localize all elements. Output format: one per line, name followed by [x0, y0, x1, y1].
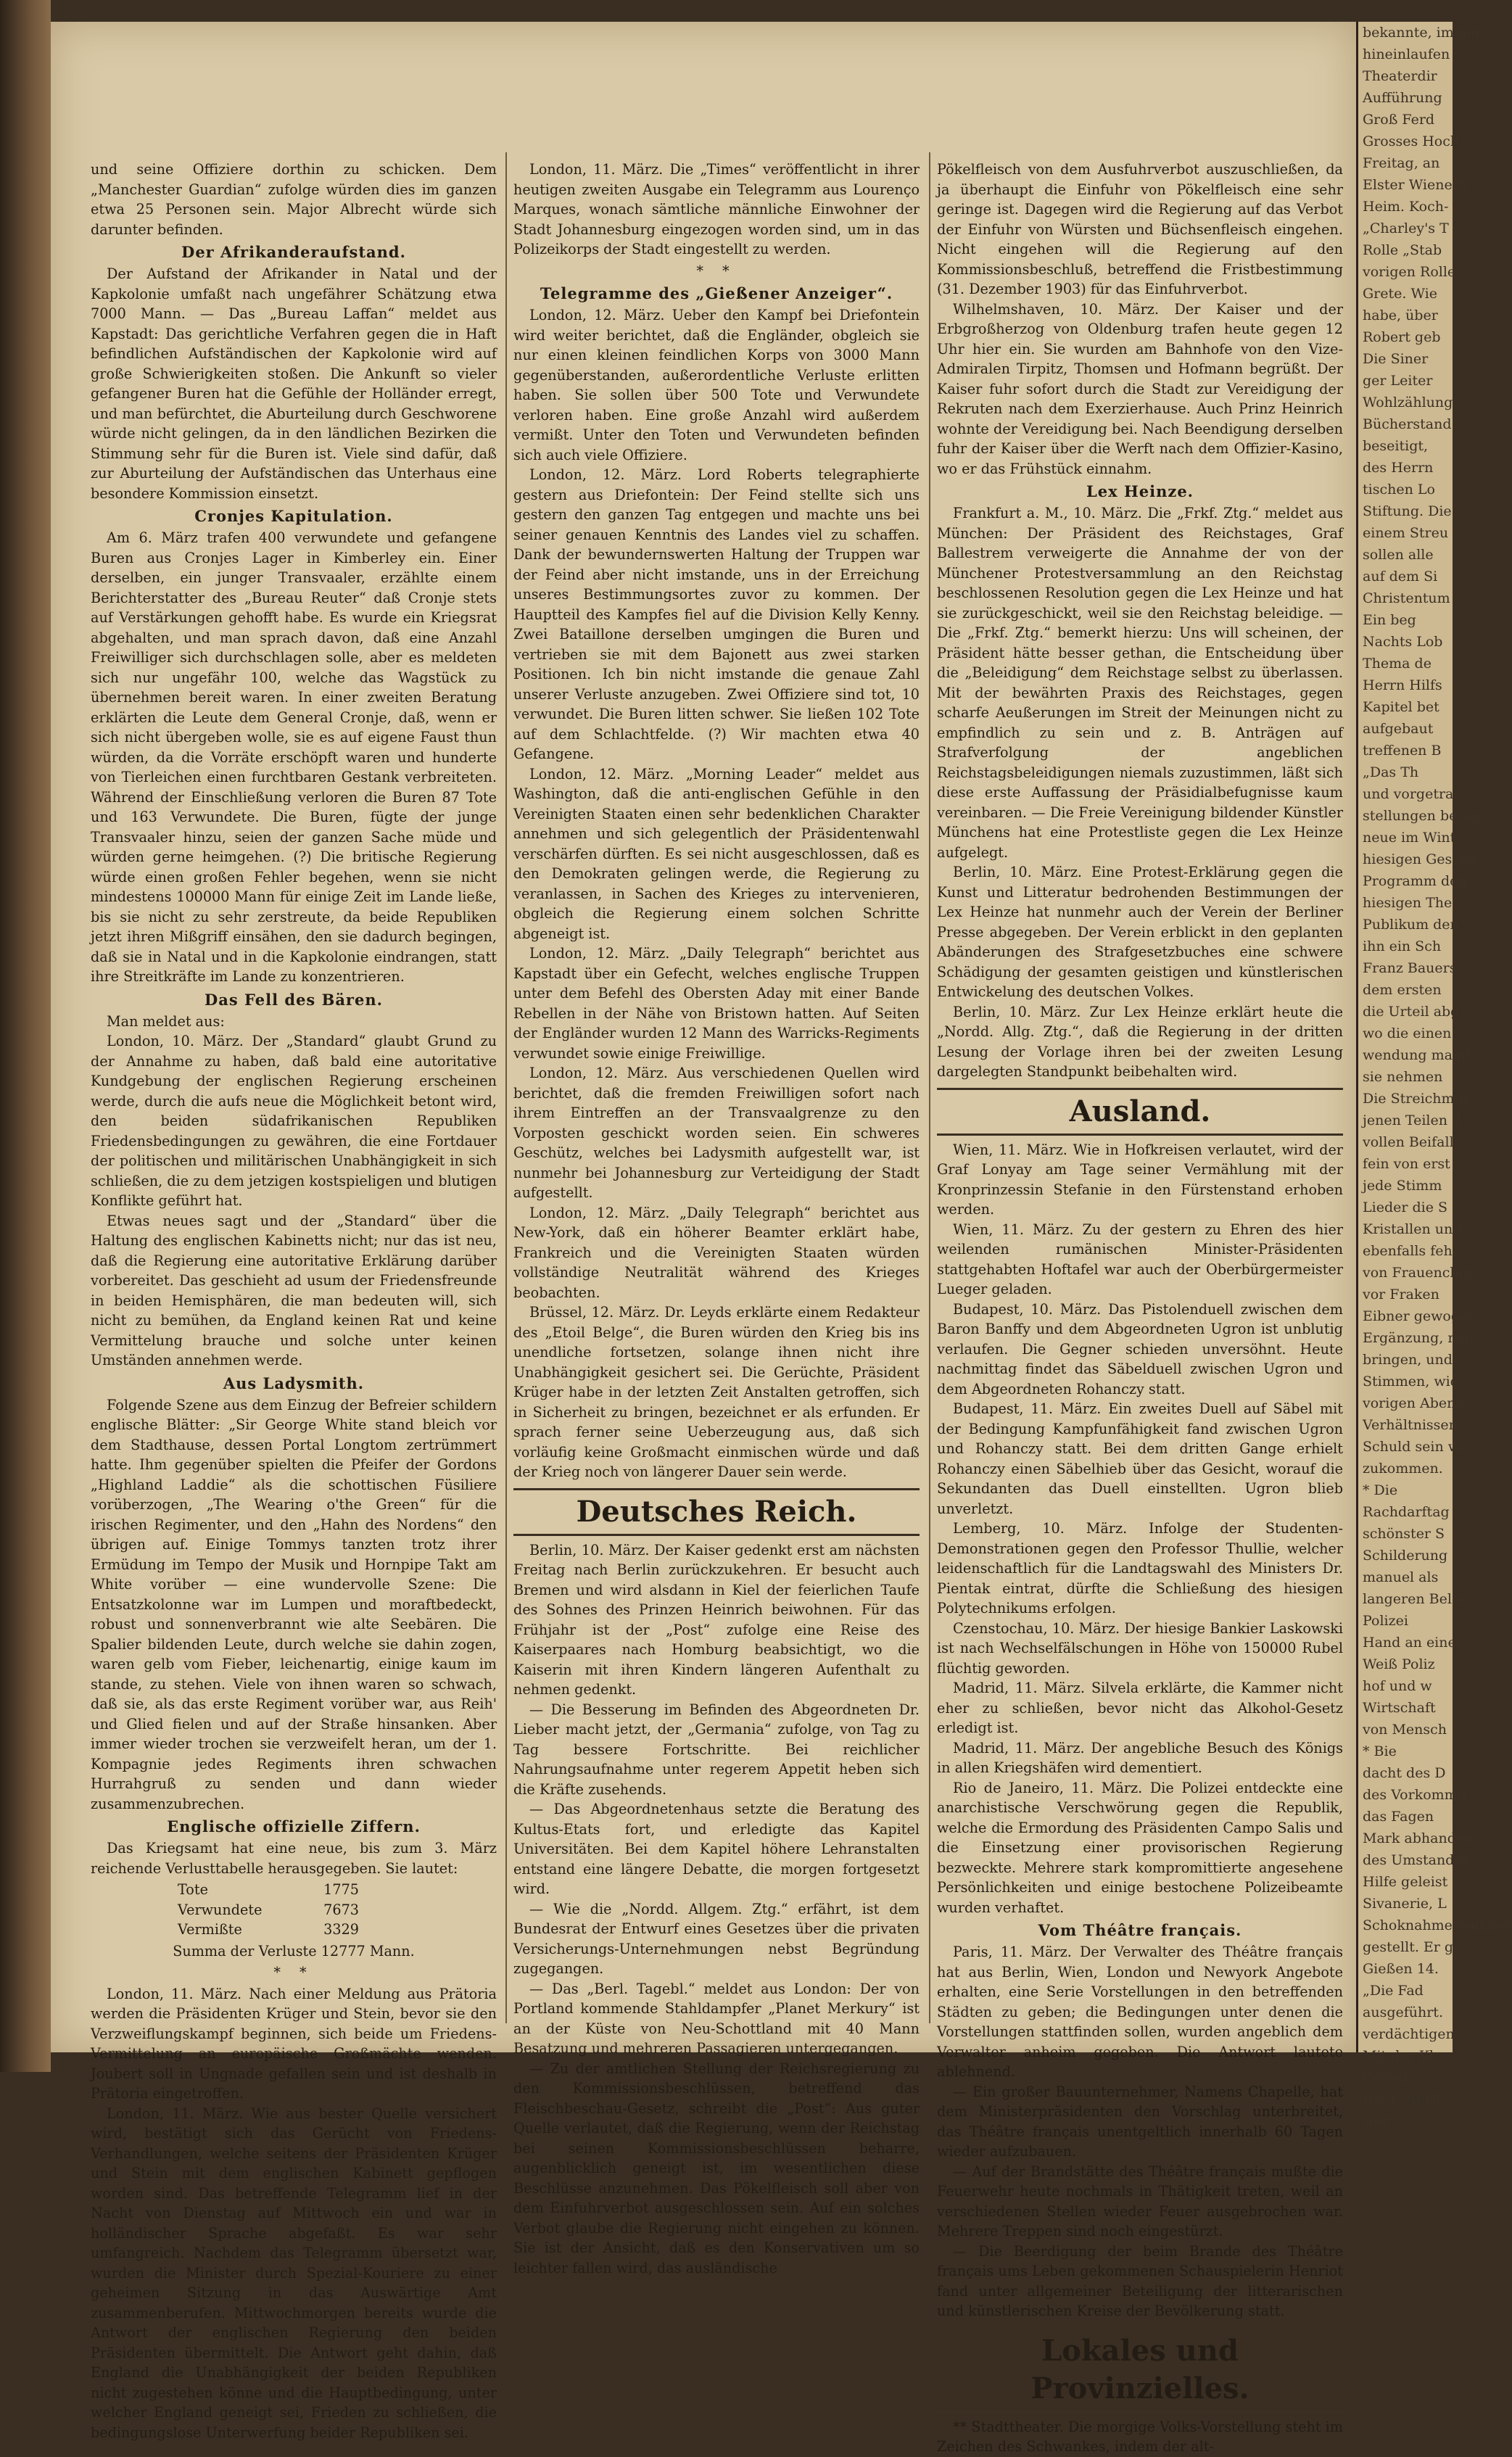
adjacent-page-line: dacht des D [1363, 1765, 1446, 1781]
article-paragraph: — Die Besserung im Befinden des Abgeordneten Dr. Lieber macht jetzt, der „Germania“ zufolge, von Tag zu Tag bessere Fortschritte. Bei reichlicher Nahrungsaufnahme unter regerem Appetit heben sich die Kräfte zusehends. [513, 1701, 920, 1798]
article-paragraph: London, 11. März. Wie aus bester Quelle versichert wird, bestätigt sich das Gerücht von Friedens-Verhandlungen, welche seitens der Präsidenten Krüger und Stein mit dem englischen Kabinett gepflogen worden sind. Das betreffende Telegramm lief in der Nacht von Dienstag auf Mittwoch ein und war in holländischer Sprache abgefaßt. Es war sehr umfangreich. Nachdem das Telegramm übersetzt war, wurden die Minister durch Spezial-Kouriere zu einer geheimen Sitzung in das Auswärtige Amt zusammenberufen. Mittwochmorgen bereits wurde die Antwort der englischen Regierung den beiden Präsidenten übermittelt. Die Antwort geht dahin, daß England die Unabhängigkeit der beiden Republiken nicht zugestehen könne und die Hauptbedingung, unter welcher England geneigt sei, Frieden zu schließen, die bedingungslose Unterwerfung beider Republiken sei. [91, 2105, 497, 2441]
loss-value: 3329 [323, 1921, 359, 1938]
adjacent-page-line: von Mensch [1363, 1722, 1447, 1738]
column-1 [91, 160, 497, 2441]
adjacent-page-line: Lieder die S [1363, 1199, 1448, 1215]
article-paragraph: — Zu der amtlichen Stellung der Reichsregierung zu den Kommissionsbeschlüssen, betreffend das Fleischbeschau-Gesetz, schreibt die „Post“: Aus guter Quelle verlautet, daß die Regierung, wenn der Reichstag bei seinen Kommissionsbeschlüssen beharre, augenblicklich geneigt ist, im wesentlichen diese Beschlüsse anzunehmen. Das Pökelfleisch soll aber von dem Einfuhrverbot ausgeschlossen sein. Auf ein solches Verbot glaube die Regierung nicht eingehen zu können. Sie ist der Ansicht, daß es den Konservativen um so leichter fallen wird, das ausländische [513, 2060, 920, 2276]
adjacent-page-line: Programm den [1363, 873, 1467, 889]
adjacent-page-line: Wohlzählung [1363, 395, 1453, 410]
adjacent-page-line: jede Stimm [1363, 1178, 1442, 1194]
section-heading-afrikanderaufstand: Der Afrikanderaufstand. [181, 243, 406, 261]
adjacent-page-line: des Herrn [1363, 460, 1434, 476]
article-paragraph: Rio de Janeiro, 11. März. Die Polizei entdeckte eine anarchistische Verschwörung gegen die Republik, welche die Ermordung des Präsidenten Campo Salis und die Einsetzung einer provisorischen Regierung bezweckte. Mehrere stark kompromittierte angesehene Persönlichkeiten und einige bestochene Polizeibeamte wurden verhaftet. [937, 1779, 1343, 1916]
adjacent-page-line: das Fagen [1363, 1809, 1434, 1825]
adjacent-page-line: Grosses Hoch [1363, 133, 1460, 149]
article-paragraph: Wien, 11. März. Wie in Hofkreisen verlautet, wird der Graf Lonyay am Tage seiner Vermählung mit der Kronprinzessin Stefanie in den Fürstenstand erhoben werden. [937, 1141, 1343, 1218]
adjacent-page-line: einem Streu [1363, 525, 1449, 541]
loss-value: 1775 [323, 1881, 359, 1898]
loss-value: 7673 [323, 1901, 359, 1918]
adjacent-page-line: Verhältnissen [1363, 1417, 1458, 1433]
article-paragraph: und seine Offiziere dorthin zu schicken. Dem „Manchester Guardian“ zufolge würden dies im ganzen etwa 25 Personen sein. Major Albrecht würde sich darunter befinden. [91, 161, 497, 238]
adjacent-page-line: Weiß Poliz [1363, 1656, 1435, 1672]
adjacent-page-line: Gießen 14. [1363, 1961, 1439, 1977]
adjacent-page-line: hof und w [1363, 1678, 1432, 1694]
article-paragraph: — Wie die „Nordd. Allgem. Ztg.“ erfährt, ist dem Bundesrat der Entwurf eines Gesetzes über die privaten Versicherungs-Unternehmungen nebst Begründung zugegangen. [513, 1900, 920, 1977]
column-2 [513, 160, 920, 2276]
adjacent-page-line: fein von erst [1363, 1156, 1450, 1172]
adjacent-page-line: Kapitel bet [1363, 699, 1439, 715]
article-paragraph: — Auf der Brandstätte des Théâtre français mußte die Feuerwehr heute nochmals in Thätigkeit treten, weil an verschiedenen Stellen wieder Feuer ausgebrochen war. Mehrere Treppen sind noch eingestürzt. [937, 2163, 1343, 2239]
adjacent-page-line: die Urteil abg [1363, 1004, 1460, 1020]
adjacent-page-line: Rachdarftag [1363, 1504, 1450, 1520]
adjacent-page-line: Elster Wienerb [1363, 177, 1468, 193]
loss-label: Tote [178, 1881, 208, 1898]
adjacent-page-line: ger Leiter [1363, 373, 1433, 389]
article-paragraph: Wilhelmshaven, 10. März. Der Kaiser und der Erbgroßherzog von Oldenburg trafen heute gegen 12 Uhr hier ein. Sie wurden am Bahnhofe von den Vize-Admiralen Tirpitz, Thomsen und Hofmann begrüßt. Der Kaiser fuhr sofort durch die Stadt zur Vereidigung der Rekruten nach dem Exerzierhause. Auch Prinz Heinrich wohnte der Vereidigung bei. Nach Beendigung derselben fuhr der Kaiser über die Werft nach dem Offizier-Kasino, wo er das Frühstück einnahm. [937, 300, 1343, 477]
loss-row [178, 1880, 359, 1900]
article-paragraph: Madrid, 11. März. Der angebliche Besuch des Königs in allen Kriegshäfen wird dementiert. [937, 1739, 1343, 1776]
article-paragraph: — Das Abgeordnetenhaus setzte die Beratung des Kultus-Etats fort, und erledigte das Kapitel Universitäten. Bei dem Kapitel höhere Lehranstalten entstand eine längere Debatte, die morgen fortgesetzt wird. [513, 1801, 920, 1897]
adjacent-page-line: Kristallen und [1363, 1221, 1462, 1237]
adjacent-page-line: * Die [1363, 1482, 1398, 1498]
adjacent-page-line: Stiftung. Die [1363, 503, 1452, 519]
adjacent-page-line: Wirtschaft [1363, 1700, 1436, 1716]
section-title-lokales: Lokales und Provinzielles. [937, 2327, 1343, 2413]
section-heading-englische-ziffern: Englische offizielle Ziffern. [167, 1817, 421, 1835]
article-paragraph: Man meldet aus: [107, 1012, 225, 1030]
adjacent-page-line: langeren Beleu [1363, 1591, 1469, 1607]
adjacent-page-line: stellungen bereit [1363, 808, 1482, 824]
adjacent-page-line: Robert geb [1363, 329, 1441, 345]
adjacent-page-line: zukommen. [1363, 1461, 1443, 1477]
article-paragraph: Pökelfleisch von dem Ausfuhrverbot auszuschließen, da ja überhaupt die Einfuhr von Pökelfleisch eine sehr geringe ist. Dagegen wird die Regierung auf das Verbot der Einfuhr von Würsten und Büchsenfleisch eingehen. Nicht eingehen will die Regierung auf den Kommissionsbeschluß, betreffend die Fristbestimmung (31. Dezember 1903) für das Einfuhrverbot. [937, 161, 1343, 297]
section-heading-ladysmith: Aus Ladysmith. [223, 1374, 365, 1392]
loss-row [178, 1920, 359, 1940]
adjacent-page-line: sie nehmen [1363, 1069, 1443, 1085]
section-title-deutsches-reich: Deutsches Reich. [513, 1488, 920, 1536]
adjacent-page-line: Freitag, an [1363, 155, 1440, 171]
article-paragraph: Das Kriegsamt hat eine neue, bis zum 3. März reichende Verlusttabelle herausgegeben. Sie lautet: [91, 1840, 497, 1877]
section-heading-fell-des-baeren: Das Fell des Bären. [205, 990, 383, 1009]
article-paragraph: Folgende Szene aus dem Einzug der Befreier schildern englische Blätter: „Sir George White stand bleich vor dem Stadthause, dessen Portal Longtom zertrümmert hatte. Ihm gegenüber spielten die Pfeifer der Gordons „Highland Laddie“ als die schottischen Füsiliere vorüberzogen, „The Wearing o'the Green“ für die irischen Regimenter, und den „Hahn des Nordens“ den übrigen auf. Einige Tommys tanzten trotz ihrer Ermüdung im Tempo der Musik und Hornpipe Takt am White vorüber — eine wundervolle Szene: Die Entsatzkolonne war im Lumpen und moraftbedeckt, robust und sonnenverbrannt wie alte Seebären. Die Spalier bildenden Leute, durch welche sie dahin zogen, waren gelb vom Fieber, leichenartig, einige kaum im stande, zu stehen. Viele von ihnen waren so schwach, daß sie, als das erste Regiment vorüber war, aus Reih' und Glied fielen und auf der Straße hinsanken. Aber immer wieder trochen sie verzweifelt heran, um der 1. Kompagnie jedes Regiments ihren schwachen Hurrahgruß zu senden und dann wieder zusammenzubrechen. [91, 1396, 497, 1812]
adjacent-page-line: „Charley's T [1363, 220, 1449, 236]
adjacent-page-line: neue im Wint [1363, 830, 1456, 846]
article-paragraph: ** Stadttheater. Die morgige Volks-Vorstellung steht im Zeichen des Schwankes, indem der alt- [937, 2418, 1343, 2455]
adjacent-page-line: sollen alle [1363, 547, 1434, 563]
article-paragraph: Berlin, 10. März. Zur Lex Heinze erklärt heute die „Nordd. Allg. Ztg.“, daß die Regierung in der dritten Lesung der Vorlage ihren bei der zweiten Lesung dargelegten Standpunkt beibehalten wird. [937, 1003, 1343, 1080]
adjacent-page-line: Mit der Kl [1363, 2048, 1434, 2064]
adjacent-page-line: bringen, und [1363, 1352, 1453, 1368]
adjacent-page-line: Aufführung [1363, 90, 1442, 106]
adjacent-page-line: treffenen B [1363, 743, 1442, 759]
adjacent-page-line: ihn ein Sch [1363, 938, 1442, 954]
adjacent-page-line: Herrn Hilfs [1363, 677, 1442, 693]
adjacent-page-line: Heim. Koch- [1363, 199, 1449, 215]
separator-stars: * * [696, 262, 737, 279]
adjacent-page-line: Mark abhanden [1363, 1830, 1474, 1846]
adjacent-page-line: gestellt. Er g [1363, 1939, 1454, 1955]
separator-stars: * * [273, 1964, 314, 1981]
adjacent-page-line: Grete. Wie [1363, 286, 1437, 302]
section-heading-cronjes-kapitulation: Cronjes Kapitulation. [194, 507, 393, 525]
adjacent-page-line: jenen Teilen d [1363, 1112, 1461, 1128]
adjacent-page-line: wo die einen [1363, 1025, 1452, 1041]
article-paragraph: Budapest, 11. März. Ein zweites Duell auf Säbel mit der Bedingung Kampfunfähigkeit fand zwischen Ugron und Rohanczy statt. Bei dem dritten Gange erhielt Rohanczy einen Säbelhieb über das Gesicht, worauf die Sekundanten das Duell einstellten. Ugron blieb unverletzt. [937, 1400, 1343, 1517]
adjacent-page-line: aufgebaut [1363, 721, 1434, 737]
adjacent-page-line: ebenfalls fehr [1363, 1243, 1459, 1259]
article-paragraph: — Die Beerdigung der beim Brande des Théâtre français ums Leben gekommenen Schauspielerin Henriot fand unter allgemeiner Beteiligung der litterarischen und künstlerischen Kreise der Bevölkerung statt. [937, 2242, 1343, 2319]
article-paragraph: London, 12. März. „Daily Telegraph“ berichtet aus New-York, daß ein höherer Beamter erklärt habe, Frankreich und die Vereinigten Staaten würden vollständige Neutralität während des Krieges beobachten. [513, 1204, 920, 1301]
adjacent-page-line: Ergänzung, mel [1363, 1330, 1474, 1346]
adjacent-page-line: vor Fraken [1363, 1287, 1439, 1302]
article-paragraph: London, 10. März. Der „Standard“ glaubt Grund zu der Annahme zu haben, daß bald eine autoritative Kundgebung der englischen Regierung erscheinen werde, durch die aufs neue die Möglichkeit betont wird, den beiden südafrikanischen Republiken Friedensbedingungen zu gewähren, die eine Fortdauer der politischen und militärischen Unabhängigkeit in sich schließen, die zu dem jetzigen kostspieligen und blutigen Konflikte geführt hat. [91, 1033, 497, 1209]
adjacent-page-line: Stimmen, wie [1363, 1374, 1458, 1389]
adjacent-page-line: und vorgetra [1363, 786, 1454, 802]
section-heading-theatre-francais: Vom Théâtre français. [1038, 1921, 1242, 1939]
article-paragraph: Wien, 11. März. Zu der gestern zu Ehren des hier weilenden rumänischen Minister-Präsidenten stattgehabten Hoftafel war auch der Oberbürgermeister Lueger geladen. [937, 1221, 1343, 1297]
adjacent-page-line: Die Siner [1363, 351, 1429, 367]
adjacent-page-line: Christentum [1363, 590, 1450, 606]
adjacent-page-line: bekannte, immer [1363, 25, 1482, 41]
adjacent-page-line: tischen Lo [1363, 482, 1435, 497]
adjacent-page-line: des Vorkommn [1363, 1787, 1466, 1803]
article-paragraph: London, 12. März. „Morning Leader“ meldet aus Washington, daß die anti-englischen Gefühle in den Vereinigten Staaten einen sehr bedenklichen Charakter annehmen und sich gelegentlich der Präsidentenwahl verschärfen dürften. Es sei nicht ausgeschlossen, daß es den Demokraten gelingen werde, die Regierung zu veranlassen, in Sachen des Krieges zu intervenieren, obgleich die Regierung einem solchen Schritte abgeneigt ist. [513, 765, 920, 942]
adjacent-page-line: Schoknahmefondsbol [1363, 1917, 1512, 1933]
section-heading-lex-heinze: Lex Heinze. [1086, 482, 1194, 500]
article-paragraph: Madrid, 11. März. Silvela erklärte, die Kammer nicht eher zu schließen, bevor nicht das Alkohol-Gesetz erledigt ist. [937, 1680, 1343, 1736]
loss-label: Verwundete [178, 1901, 263, 1918]
article-paragraph: London, 11. März. Die „Times“ veröffentlicht in ihrer heutigen zweiten Ausgabe ein Telegramm aus Lourenço Marques, wonach sämtliche männliche Einwohner der Stadt Johannesburg eingezogen worden sind, um in das Polizeikorps der Stadt eingestellt zu werden. [513, 161, 920, 257]
article-paragraph: Lemberg, 10. März. Infolge der Studenten-Demonstrationen gegen den Professor Thullie, welcher leidenschaftlich für die Landtagswahl des Ministers Dr. Pientak eintrat, dürfte die Schließung des hiesigen Polytechnikums erfolgen. [937, 1520, 1343, 1616]
section-title-ausland: Ausland. [937, 1088, 1343, 1136]
adjacent-page-line: auf dem Si [1363, 569, 1438, 585]
adjacent-page-line: habe, über [1363, 307, 1438, 323]
adjacent-page-line: ausgeführt. [1363, 2004, 1443, 2020]
adjacent-page-line: schönster S [1363, 1526, 1445, 1542]
section-heading-telegramme: Telegramme des „Gießener Anzeiger“. [540, 284, 893, 302]
article-paragraph: Czenstochau, 10. März. Der hiesige Bankier Laskowski ist nach Wechselfälschungen in Höhe von 150000 Rubel flüchtig geworden. [937, 1619, 1343, 1677]
adjacent-page-line: verdächtigen [1363, 2026, 1455, 2042]
loss-sum: Summa der Verluste 12777 Mann. [173, 1942, 415, 1960]
article-paragraph: Der Aufstand der Afrikander in Natal und der Kapkolonie umfaßt nach ungefährer Schätzung etwa 7000 Mann. — Das „Bureau Laffan“ meldet aus Kapstadt: Das gerichtliche Verfahren gegen die in Haft befindlichen Aufständischen der Kapkolonie wird auf große Schwierigkeiten stoßen. Die Ankunft so vieler gefangener Buren hat die Gefühle der Holländer erregt, und man befürchtet, die Aburteilung durch Geschworene würde nicht gelingen, da in den ländlichen Bezirken die Stimmung sehr für die Buren ist. Viele sind dafür, daß zur Aburteilung der Aufständischen das Unterhaus eine besondere Kommission einsetzt. [91, 265, 497, 502]
loss-table [178, 1880, 497, 1940]
adjacent-page-line: hiesigen Gescha [1363, 851, 1477, 867]
adjacent-page-line: hineinlaufen [1363, 46, 1450, 62]
adjacent-page-line: Groß Ferd [1363, 112, 1435, 128]
adjacent-page-line: dem ersten [1363, 982, 1442, 998]
adjacent-page-line: Eibner gewogen [1363, 1308, 1477, 1324]
adjacent-page-line: Publikum den [1363, 917, 1459, 933]
adjacent-page-line: Theaterdir [1363, 68, 1437, 84]
article-paragraph: Am 6. März trafen 400 verwundete und gefangene Buren aus Cronjes Lager in Kimberley ein. Einer derselben, ein junger Transvaaler, erzählte einem Berichterstatter des „Bureau Reuter“ daß Cronje stets auf Verstärkungen gehofft habe. Es wurde ein Kriegsrat abgehalten, und man sprach davon, daß eine Anzahl Freiwilliger sich durchschlagen solle, aber es meldeten sich nur ungefähr 100, welche das Wagstück zu übernehmen bereit waren. In einer zweiten Beratung erklärten die Leute dem General Cronje, daß, wenn er sich nicht übergeben wolle, sie es auf eigene Faust thun würden, da die Vorräte erschöpft waren und hunderte von Tierleichen einen furchtbaren Gestank verbreiteten. Während der Einschließung verloren die Buren 87 Tote und 163 Verwundete. Die Buren, fügte der junge Transvaaler hinzu, seien der ganzen Sache müde und würden gerne heimgehen. (?) Die britische Regierung würde einen großen Fehler begehen, wenn sie nicht mindestens 100000 Mann für einige Zeit im Lande ließe, bis sie nicht zu sehr zerstreute, da beide Republiken jetzt ihren Mißgriff einsähen, den sie dadurch begingen, daß sie in Natal und in die Kapkolonie eindrangen, statt ihre Streitkräfte im Lande zu konzentrieren. [91, 529, 497, 985]
adjacent-page-line: Hand an einer [1363, 1635, 1463, 1651]
article-paragraph: — Das „Berl. Tagebl.“ meldet aus London: Der von Portland kommende Stahldampfer „Planet Merkury“ ist an der Küste von Neu-Schottland mit 40 Mann Besatzung und mehreren Passagieren untergegangen. [513, 1980, 920, 2057]
adjacent-page-line: vorigen Rolle [1363, 264, 1456, 280]
column-3 [937, 160, 1343, 2455]
adjacent-page-line: „Das Th [1363, 764, 1419, 780]
adjacent-page-line: vollen Beifall [1363, 1134, 1454, 1150]
adjacent-page-line: Bis 1. April [1363, 2091, 1441, 2107]
adjacent-page-line: von Frauenchor [1363, 1265, 1474, 1281]
article-paragraph: Berlin, 10. März. Der Kaiser gedenkt erst am nächsten Freitag nach Berlin zurückzukehren. Er besucht auch Bremen und wird alsdann in Kiel der feierlichen Taufe des Sohnes des Prinzen Heinrich beiwohnen. Für das Frühjahr ist der „Post“ zufolge eine Reise des Kaiserpaares nach Homburg beabsichtigt, wo die Kaiserin mit ihren Kindern längeren Aufenthalt zu nehmen gedenkt. [513, 1541, 920, 1698]
article-paragraph: Budapest, 10. März. Das Pistolenduell zwischen dem Baron Banffy und dem Abgeordneten Ugron ist unblutig verlaufen. Die Gegner schieden unversöhnt. Heute nachmittag findet das Säbelduell zwischen Ugron und dem Abgeordneten Rohanczy statt. [937, 1300, 1343, 1397]
adjacent-page-line: Thema de [1363, 656, 1432, 672]
adjacent-page-line: Nachts Lob [1363, 634, 1443, 650]
article-paragraph: Brüssel, 12. März. Dr. Leyds erklärte einem Redakteur des „Etoil Belge“, die Buren würden den Krieg bis ins unendliche fortsetzen, solange ihnen nicht ihre Unabhängigkeit gesichert sei. Die Gerüchte, Präsident Krüger habe in der letzten Zeit Anstalten getroffen, sich in Sicherheit zu bringen, bezeichnet er als erfunden. Er sprach ferner seine Ueberzeugung aus, daß sich vorläufig keine Großmacht einmischen würde und daß der Krieg noch von längerer Dauer sein werde. [513, 1304, 920, 1480]
article-paragraph: London, 12. März. Aus verschiedenen Quellen wird berichtet, daß die fremden Freiwilligen sofort nach ihrem Eintreffen an der Transvaalgrenze zu den Vorposten geschickt worden seien. Ein schweres Geschütz, welches bei Ladysmith aufgestellt war, ist nunmehr bei Johannesburg zur Verteidigung der Stadt aufgestellt. [513, 1065, 920, 1201]
adjacent-page-line: manuel als [1363, 1569, 1439, 1585]
column-rule-2 [929, 152, 930, 2023]
adjacent-page-line: Ein beg [1363, 612, 1416, 628]
adjacent-page-line: * Bie [1363, 1743, 1397, 1759]
article-paragraph: Frankfurt a. M., 10. März. Die „Frkf. Ztg.“ meldet aus München: Der Präsident des Reichstages, Graf Ballestrem verweigerte die Annahme der von der Münchener Protestversammlung an den Reichstag beschlossenen Resolution gegen die Lex Heinze und hat sie zurückgeschickt, weil sie den Reichstag beleidige. — Die „Frkf. Ztg.“ bemerkt hierzu: Uns will scheinen, der Präsident hätte besser gethan, die Entscheidung über die „Beleidigung“ dem Reichstage selbst zu überlassen. Mit der bewährten Praxis des Reichstages, gegen scharfe Aeußerungen im Streit der Meinungen nicht zu empfindlich zu sein und z. B. Anträgen auf Strafverfolgung der angeblichen Reichstagsbeleidigungen niemals zuzustimmen, läßt sich diese erste Auffassung der Präsidialbefugnisse kaum vereinbaren. — Die Freie Vereinigung bildender Künstler Münchens hat eine Protestliste gegen die Lex Heinze aufgelegt. [937, 505, 1343, 861]
adjacent-page-line: Gelegt. [1363, 2070, 1413, 2086]
adjacent-page-line: Sivanerie, L [1363, 1896, 1447, 1912]
loss-label: Vermißte [178, 1921, 242, 1938]
article-paragraph: London, 11. März. Nach einer Meldung aus Prätoria werden die Präsidenten Krüger und Stein, bevor sie den Verzweiflungskampf beginnen, sich beide um Friedens-Vermittelung an europäische Großmächte wenden. Joubert soll in Ungnade gefallen sein und ist deshalb in Prätoria eingetroffen. [91, 1985, 497, 2102]
adjacent-page-line: beseitigt, [1363, 438, 1429, 454]
adjacent-page-line: Schuld sein wi [1363, 1439, 1465, 1455]
adjacent-page-line: Franz Bauers [1363, 960, 1457, 976]
adjacent-page-fragment [1356, 22, 1512, 2129]
adjacent-page-line: wendung mamf [1363, 1047, 1471, 1063]
column-rule-1 [505, 152, 507, 2023]
adjacent-page-line: Hilfe geleist [1363, 1874, 1448, 1890]
adjacent-page-line: hiesigen Thea [1363, 895, 1461, 911]
adjacent-page-line: vorigen Abend [1363, 1395, 1465, 1411]
article-paragraph: London, 12. März. Ueber den Kampf bei Driefontein wird weiter berichtet, daß die Engländer, obgleich sie nur einen kleinen feindlichen Korps von 3000 Mann gegenüberstanden, außerordentliche Verluste erlitten haben. Sie sollen über 500 Tote und Verwundete verloren haben. Eine große Anzahl wird außerdem vermißt. Unter den Toten und Verwundeten befinden sich auch viele Offiziere. [513, 307, 920, 463]
book-binding-edge [0, 0, 51, 2072]
adjacent-page-line: Rolle „Stab [1363, 242, 1442, 258]
article-paragraph: — Ein großer Bauunternehmer, Namens Chapelle, hat dem Ministerpräsidenten den Vorschlag unterbreitet, das Théâtre français unentgeltlich innerhalb 60 Tagen wieder aufzubauen. [937, 2083, 1343, 2160]
adjacent-page-line: „Die Fad [1363, 1983, 1424, 1999]
adjacent-page-line: des Umstandes [1363, 1852, 1470, 1868]
article-paragraph: Paris, 11. März. Der Verwalter des Théâtre français hat aus Berlin, Wien, London und Newyork Angebote erhalten, eine Serie Vorstellungen in den betreffenden Städten zu geben; die Bedingungen unter denen die Vorstellungen stattfinden sollen, wurden angeblich dem Verwalter anheim gegeben. Die Antwort lautete ablehnend. [937, 1944, 1343, 2080]
loss-row [178, 1900, 359, 1920]
article-paragraph: London, 12. März. „Daily Telegraph“ berichtet aus Kapstadt über ein Gefecht, welches englische Truppen unter dem Befehl des Obersten Aday mit einer Bande Rebellen in der Nähe von Bristown hatten. Auf Seiten der Engländer wurden 12 Mann des Warricks-Regiments verwundet sowie einige Freiwillige. [513, 945, 920, 1062]
adjacent-page-line: Bücherstand. [1363, 416, 1456, 432]
adjacent-page-line: wer [1363, 2113, 1389, 2129]
article-paragraph: Berlin, 10. März. Eine Protest-Erklärung gegen die Kunst und Litteratur bedrohenden Bestimmungen der Lex Heinze hat nunmehr auch der Verein der Berliner Presse abgegeben. Der Verein erblickt in den geplanten Abänderungen des Strafgesetzbuches eine schwere Schädigung der gesamten geistigen und künstlerischen Entwickelung des deutschen Volkes. [937, 864, 1343, 1000]
adjacent-page-line: Die Streichmuf [1363, 1091, 1468, 1107]
adjacent-page-line: Schilderung [1363, 1548, 1448, 1564]
adjacent-page-line: Polizei [1363, 1613, 1408, 1629]
article-paragraph: London, 12. März. Lord Roberts telegraphierte gestern aus Driefontein: Der Feind stellte sich uns gestern den ganzen Tag entgegen und machte uns bei seiner genauen Kenntnis des Landes viel zu schaffen. Dank der bewundernswerten Haltung der Truppen war der Feind aber nicht imstande, uns in der Erreichung unseres Bestimmungsortes zuvor zu kommen. Der Hauptteil des Kampfes fiel auf die Division Kelly Kenny. Zwei Bataillone derselben umgingen die Buren und vertrieben sie mit dem Bajonett aus zwei starken Positionen. Ich bin nicht imstande die genaue Zahl unserer Verluste anzugeben. Zwei Offiziere sind tot, 10 verwundet. Die Buren litten schwer. Sie ließen 102 Tote auf dem Schlachtfelde. (?) Wir machten etwa 40 Gefangene. [513, 466, 920, 762]
article-paragraph: Etwas neues sagt und der „Standard“ über die Haltung des englischen Kabinetts nicht; nur das ist neu, daß die Regierung eine autoritative Erklärung darüber vorbereitet. Das geschieht ad usum der Friedensfreunde in beiden Hemisphären, die man bedeuten will, sich nicht zu bemühen, da England keinen Rat und keine Vermittelung brauche und solche unter keinen Umständen annehmen werde. [91, 1212, 497, 1368]
